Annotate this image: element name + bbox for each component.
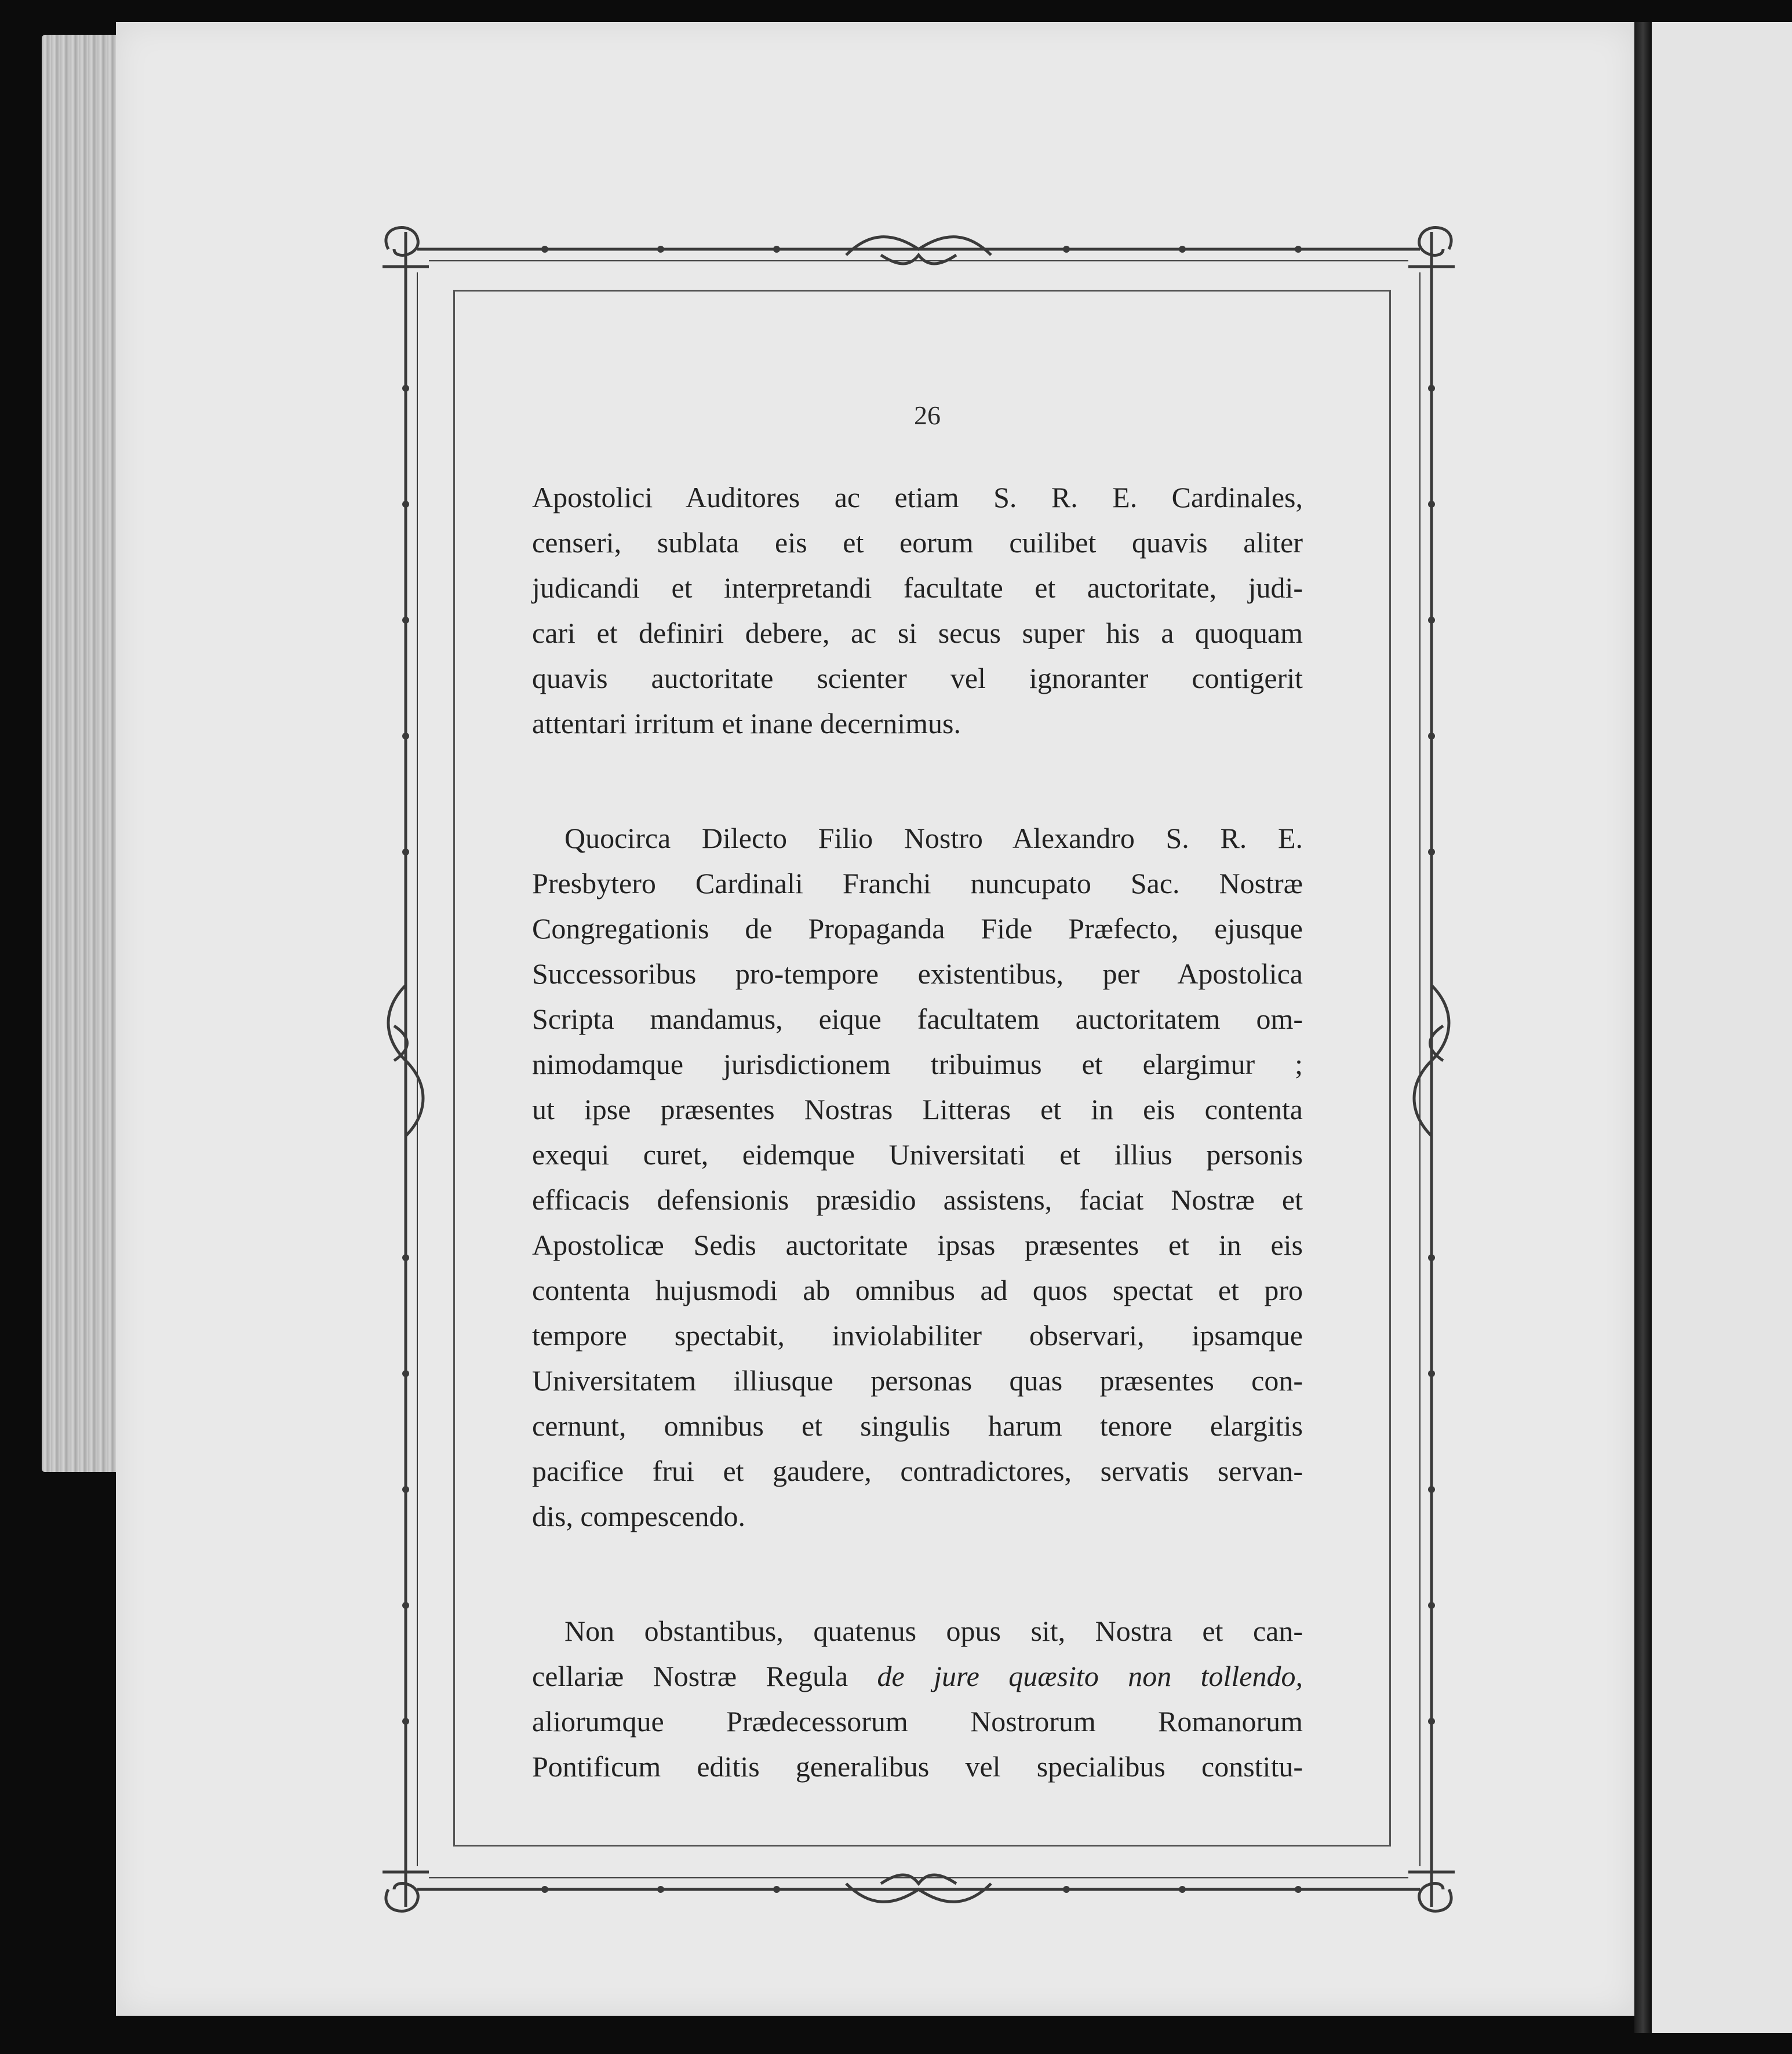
text-line: Presbytero Cardinali Franchi nuncupato Sac. Nostræ <box>532 867 1303 899</box>
text-line: Quocirca Dilecto Filio Nostro Alexandro S. R. E. <box>564 822 1303 854</box>
text-line: pacifice frui et gaudere, contradictores, servatis servan- <box>532 1455 1303 1487</box>
text-line: cernunt, omnibus et singulis harum tenore elargitis <box>532 1410 1303 1442</box>
body-text <box>532 475 1303 1790</box>
text-line: judicandi et interpretandi facultate et auctoritate, judi- <box>532 571 1303 604</box>
page-number: 26 <box>914 400 941 430</box>
text-line: tempore spectabit, inviolabiliter observari, ipsamque <box>532 1319 1303 1352</box>
text-line: exequi curet, eidemque Universitati et illius personis <box>532 1138 1303 1171</box>
text-line: ut ipse præsentes Nostras Litteras et in eis contenta <box>532 1093 1303 1126</box>
text-line: efficacis defensionis præsidio assistens, faciat Nostræ et <box>532 1183 1303 1216</box>
text-line: contenta hujusmodi ab omnibus ad quos spectat et pro <box>532 1274 1303 1306</box>
book-gutter <box>1634 22 1652 2033</box>
text-line: Non obstantibus, quatenus opus sit, Nostra et can- <box>564 1615 1303 1647</box>
text-line: Successoribus pro-tempore existentibus, per Apostolica <box>532 957 1303 990</box>
text-line: Congregationis de Propaganda Fide Præfecto, ejusque <box>532 912 1303 945</box>
paragraph <box>532 816 1303 1539</box>
text-fragment: cellariæ Nostræ Regula <box>532 1660 877 1692</box>
text-line: cari et definiri debere, ac si secus super his a quoquam <box>532 617 1303 649</box>
text-line: aliorumque Prædecessorum Nostrorum Romanorum <box>532 1705 1303 1738</box>
text-line: Apostolici Auditores ac etiam S. R. E. Cardinales, <box>532 481 1303 514</box>
text-line: nimodamque jurisdictionem tribuimus et elargimur ; <box>532 1048 1303 1080</box>
text-line: Universitatem illiusque personas quas præsentes con- <box>532 1364 1303 1397</box>
text-line: Scripta mandamus, eique facultatem auctoritatem om- <box>532 1003 1303 1035</box>
italic-phrase: de jure quæsito non tollendo, <box>877 1660 1303 1692</box>
text-line: Pontificum editis generalibus vel specialibus constitu- <box>532 1750 1303 1783</box>
text-line: dis, compescendo. <box>532 1500 745 1532</box>
text-line-mixed <box>532 1654 1303 1699</box>
text-line: Apostolicæ Sedis auctoritate ipsas præsentes et in eis <box>532 1229 1303 1261</box>
text-line: attentari irritum et inane decernimus. <box>532 707 961 740</box>
paragraph <box>532 475 1303 746</box>
paragraph <box>532 1609 1303 1790</box>
text-line: censeri, sublata eis et eorum cuilibet quavis aliter <box>532 526 1303 559</box>
text-line: quavis auctoritate scienter vel ignoranter contigerit <box>532 662 1303 694</box>
next-page-edge <box>1652 22 1792 2033</box>
